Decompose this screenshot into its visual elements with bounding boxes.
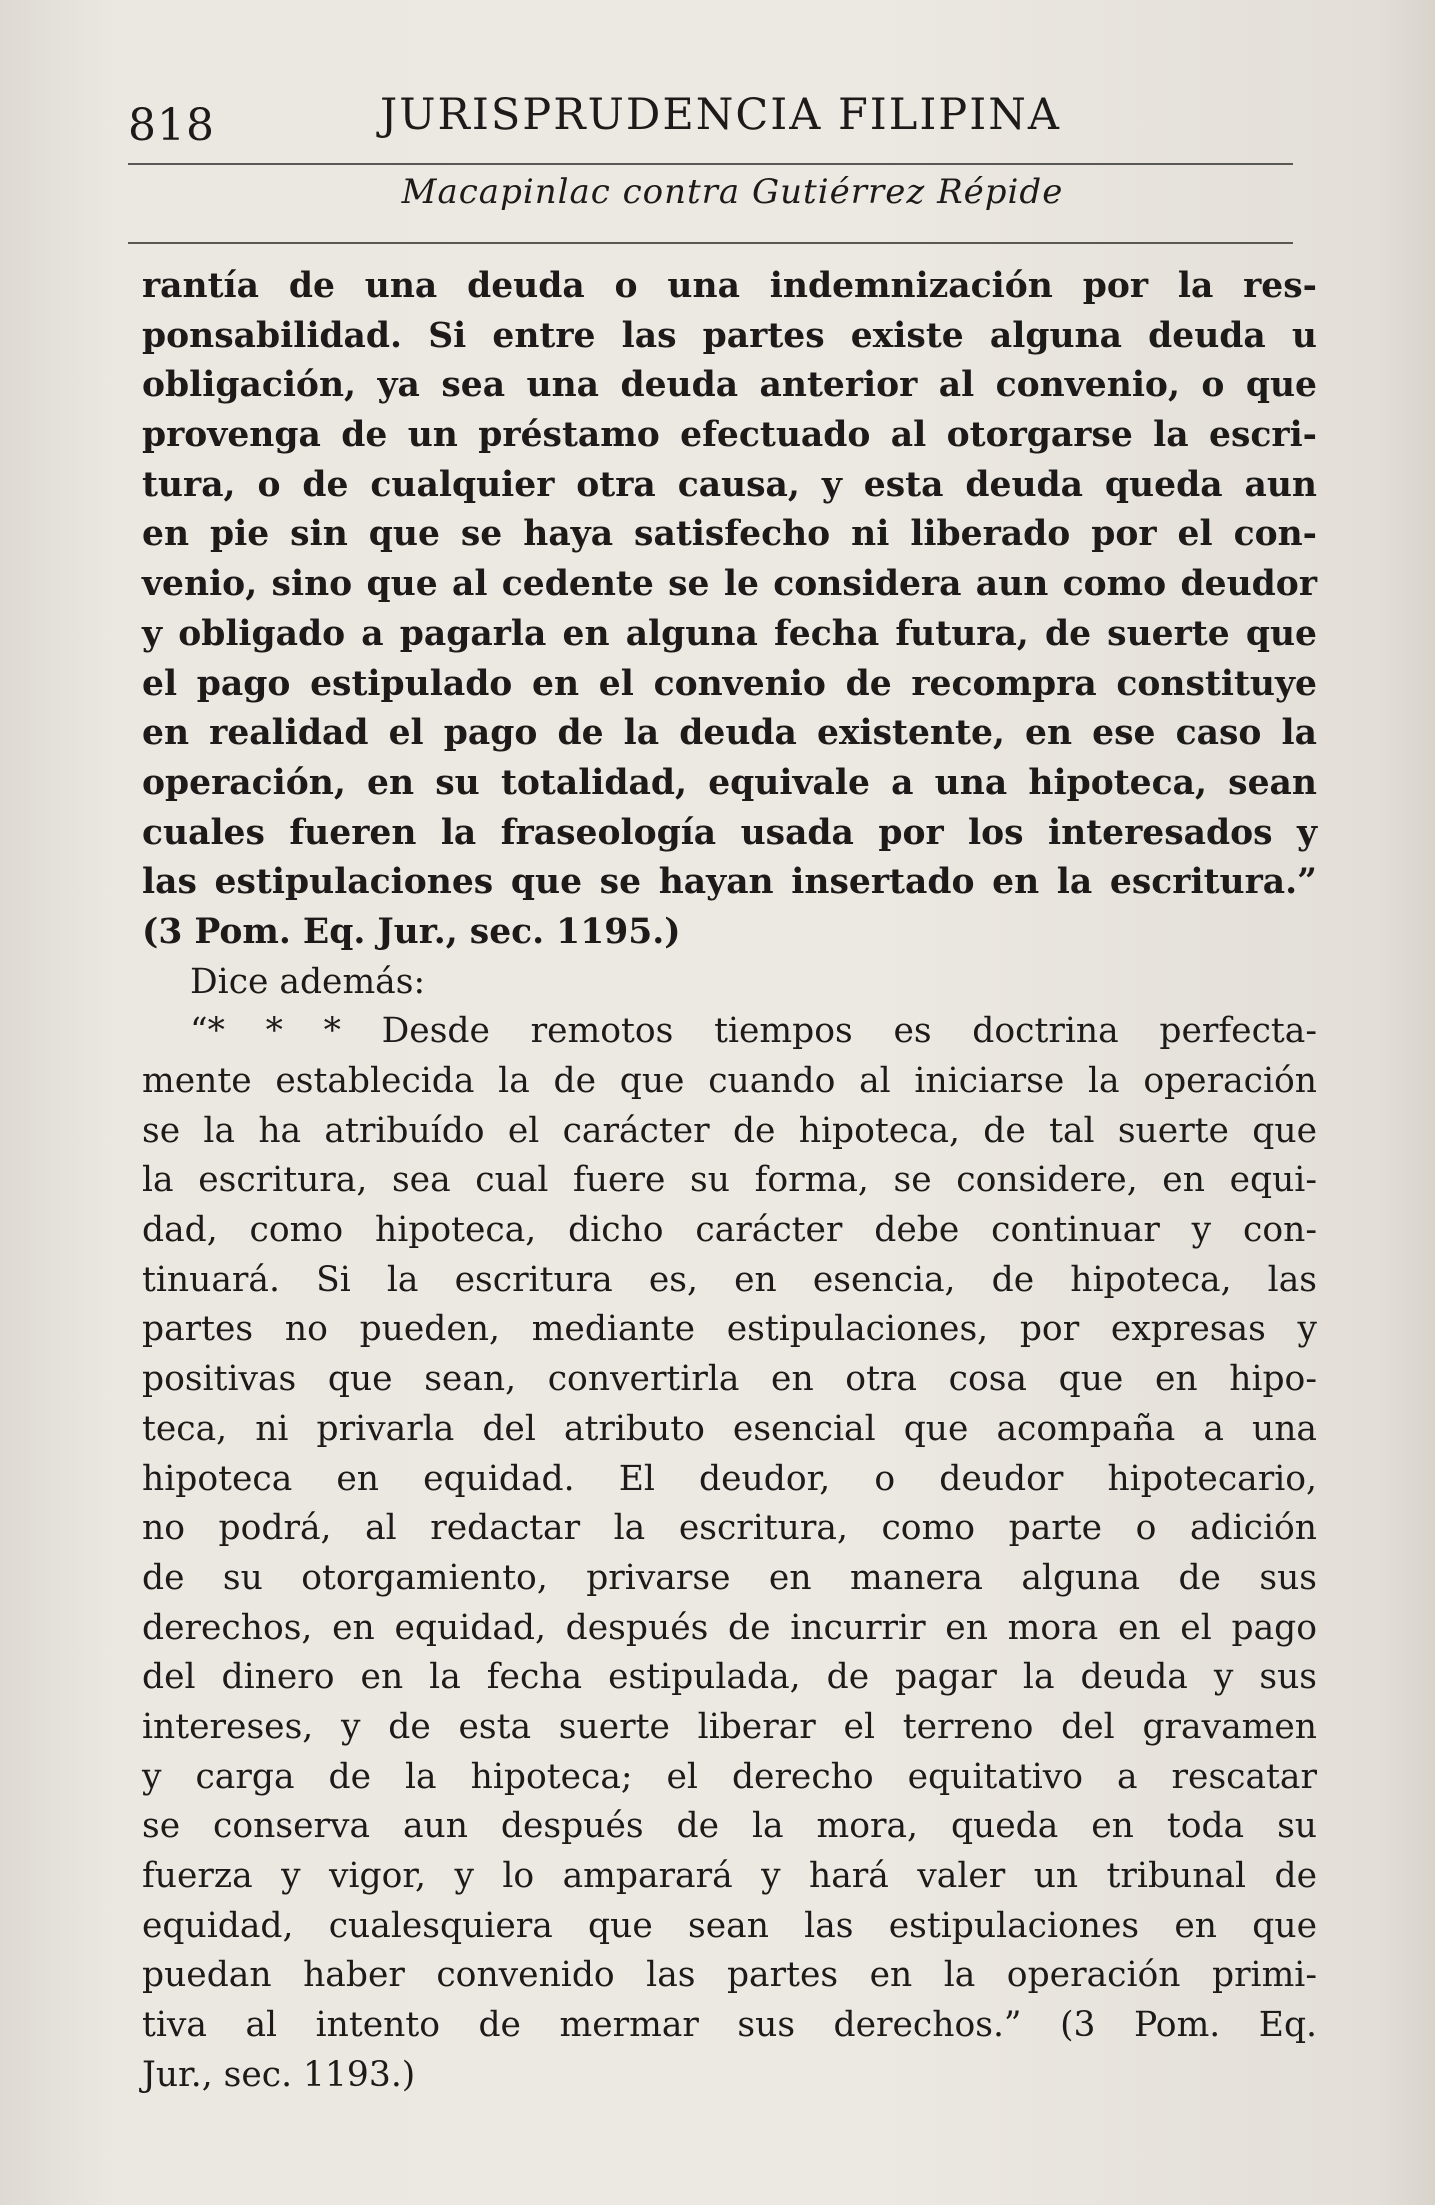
text-line: tinuará. Si la escritura es, en esencia, de hipoteca, las [142,1259,1317,1300]
text-line: venio, sino que al cedente se le considera aun como deudor [142,564,1317,605]
text-line: en realidad el pago de la deuda existente, en ese caso la [142,713,1317,754]
running-title: JURISPRUDENCIA FILIPINA [380,90,1061,140]
page-number: 818 [128,100,215,151]
text-line: el pago estipulado en el convenio de recompra constituye [142,663,1317,704]
text-line: hipoteca en equidad. El deudor, o deudor hipotecario, [142,1458,1317,1499]
body-text [142,262,1317,2100]
header-rule-top [128,163,1293,165]
text-line: provenga de un préstamo efectuado al otorgarse la escri- [142,415,1317,456]
case-title: Macapinlac contra Gutiérrez Répide [401,172,1064,212]
text-line: en pie sin que se haya satisfecho ni liberado por el con- [142,514,1317,555]
header-rule-bottom [128,242,1293,244]
text-line: de su otorgamiento, privarse en manera alguna de sus [142,1557,1317,1598]
citation-line: (3 Pom. Eq. Jur., sec. 1195.) [142,911,681,952]
text-line: y carga de la hipoteca; el derecho equitativo a rescatar [142,1756,1317,1797]
text-line: dad, como hipoteca, dicho carácter debe continuar y con- [142,1210,1317,1251]
text-line: tura, o de cualquier otra causa, y esta deuda queda aun [142,464,1317,505]
text-line: no podrá, al redactar la escritura, como parte o adición [142,1508,1317,1549]
text-line: mente establecida la de que cuando al iniciarse la operación [142,1061,1317,1101]
text-line: Dice además: [190,961,426,1002]
text-line: se la ha atribuído el carácter de hipoteca, de tal suerte que [142,1110,1317,1151]
text-line: cuales fueren la fraseología usada por los interesados y [142,812,1317,853]
text-line: derechos, en equidad, después de incurrir en mora en el pago [142,1607,1317,1648]
text-line: equidad, cualesquiera que sean las estipulaciones en que [142,1905,1317,1946]
text-line: operación, en su totalidad, equivale a una hipoteca, sean [142,762,1317,803]
text-line: se conserva aun después de la mora, queda en toda su [142,1806,1317,1847]
text-line: la escritura, sea cual fuere su forma, se considere, en equi- [142,1160,1317,1201]
text-line: obligación, ya sea una deuda anterior al convenio, o que [142,365,1317,406]
text-line: partes no pueden, mediante estipulaciones, por expresas y [142,1309,1317,1350]
text-line: las estipulaciones que se hayan insertado en la escritura.” [142,862,1317,903]
text-line: y obligado a pagarla en alguna fecha futura, de suerte que [142,613,1317,654]
text-line: intereses, y de esta suerte liberar el terreno del gravamen [142,1706,1317,1747]
text-line: fuerza y vigor, y lo amparará y hará valer un tribunal de [142,1856,1317,1896]
quote-start-line: “* * * Desde remotos tiempos es doctrina perfecta- [190,1011,1317,1052]
text-line: rantía de una deuda o una indemnización por la res- [142,266,1317,306]
text-line: positivas que sean, convertirla en otra cosa que en hipo- [142,1359,1317,1400]
text-line: tiva al intento de mermar sus derechos.” (3 Pom. Eq. [142,2005,1317,2046]
text-line: puedan haber convenido las partes en la operación primi- [142,1955,1317,1996]
text-line: teca, ni privarla del atributo esencial que acompaña a una [142,1408,1317,1449]
text-line: del dinero en la fecha estipulada, de pagar la deuda y sus [142,1657,1317,1698]
text-line: ponsabilidad. Si entre las partes existe alguna deuda u [142,315,1317,356]
citation-line: Jur., sec. 1193.) [142,2054,416,2095]
